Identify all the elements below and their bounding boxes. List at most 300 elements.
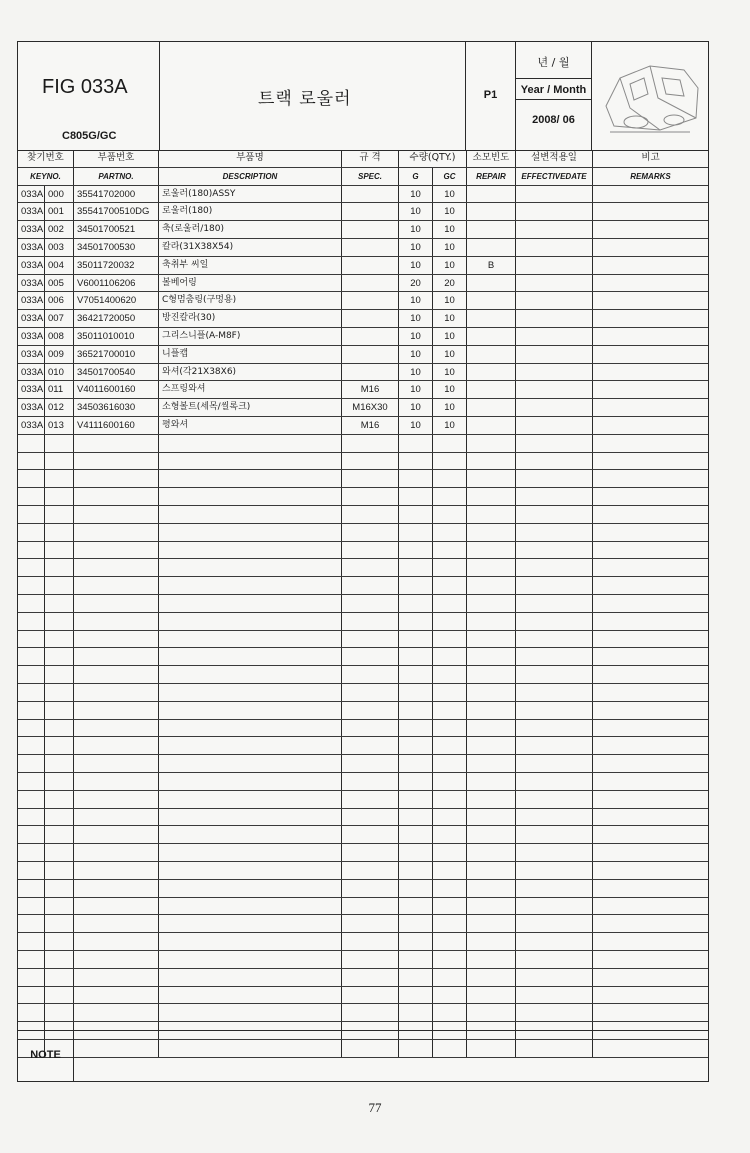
- table-cell-repair: [467, 737, 516, 754]
- table-cell-part: [74, 435, 159, 452]
- table-cell-part: [74, 862, 159, 879]
- table-row: [18, 933, 708, 951]
- table-cell-desc: 방진칼라(30): [159, 310, 342, 327]
- table-cell-desc: 축취부 씨일: [159, 257, 342, 274]
- table-cell-remarks: [593, 702, 708, 719]
- table-cell-desc: 소형볼트(세목/씰록크): [159, 399, 342, 416]
- table-cell-part: [74, 595, 159, 612]
- table-row: [18, 275, 708, 293]
- table-cell-fig: [18, 595, 45, 612]
- table-cell-key: [45, 506, 74, 523]
- table-cell-spec: [342, 577, 399, 594]
- table-cell-remarks: [593, 524, 708, 541]
- table-cell-fig: [18, 987, 45, 1004]
- table-cell-part: [74, 969, 159, 986]
- table-cell-part: [74, 720, 159, 737]
- table-cell-eff: [516, 844, 593, 861]
- table-cell-repair: [467, 702, 516, 719]
- table-cell-g: [399, 862, 433, 879]
- table-cell-gc: [433, 880, 467, 897]
- table-cell-gc: [433, 1004, 467, 1021]
- table-cell-gc: [433, 666, 467, 683]
- table-cell-gc: [433, 844, 467, 861]
- table-cell-part: [74, 737, 159, 754]
- table-cell-g: 10: [399, 186, 433, 203]
- table-cell-gc: 10: [433, 364, 467, 381]
- table-cell-gc: [433, 862, 467, 879]
- table-cell-gc: 10: [433, 328, 467, 345]
- table-cell-fig: [18, 542, 45, 559]
- table-cell-key: [45, 737, 74, 754]
- column-header-ko: 부품번호: [74, 150, 159, 167]
- table-cell-eff: [516, 915, 593, 932]
- table-cell-key: [45, 595, 74, 612]
- table-row: [18, 1004, 708, 1022]
- table-cell-repair: [467, 613, 516, 630]
- table-row: [18, 346, 708, 364]
- table-cell-part: [74, 826, 159, 843]
- table-cell-repair: [467, 987, 516, 1004]
- table-cell-eff: [516, 435, 593, 452]
- table-cell-part: [74, 613, 159, 630]
- table-cell-fig: 033A: [18, 257, 45, 274]
- model-code: C805G/GC: [62, 130, 117, 142]
- table-cell-g: [399, 755, 433, 772]
- table-cell-g: [399, 915, 433, 932]
- table-cell-g: [399, 595, 433, 612]
- table-row: [18, 684, 708, 702]
- table-cell-key: 005: [45, 275, 74, 292]
- table-cell-gc: 10: [433, 203, 467, 220]
- table-cell-remarks: [593, 488, 708, 505]
- table-cell-eff: [516, 773, 593, 790]
- table-cell-key: [45, 488, 74, 505]
- table-row: [18, 898, 708, 916]
- table-cell-repair: [467, 186, 516, 203]
- year-month-value: 2008/ 06: [532, 114, 575, 126]
- table-cell-key: [45, 577, 74, 594]
- table-cell-remarks: [593, 933, 708, 950]
- table-cell-repair: [467, 648, 516, 665]
- table-cell-gc: [433, 826, 467, 843]
- year-month-label-en: Year / Month: [516, 78, 591, 100]
- column-header-en: GC: [433, 168, 467, 185]
- column-header-ko: 규 격: [342, 150, 399, 167]
- table-cell-key: [45, 791, 74, 808]
- table-cell-g: [399, 702, 433, 719]
- table-cell-remarks: [593, 720, 708, 737]
- table-cell-key: 012: [45, 399, 74, 416]
- table-cell-desc: [159, 809, 342, 826]
- table-cell-desc: [159, 524, 342, 541]
- table-cell-desc: [159, 720, 342, 737]
- table-cell-eff: [516, 613, 593, 630]
- table-cell-desc: [159, 470, 342, 487]
- table-cell-fig: [18, 755, 45, 772]
- table-cell-part: 36421720050: [74, 310, 159, 327]
- table-cell-gc: [433, 915, 467, 932]
- table-cell-g: [399, 987, 433, 1004]
- table-cell-repair: [467, 417, 516, 434]
- table-cell-spec: M16: [342, 417, 399, 434]
- table-cell-eff: [516, 470, 593, 487]
- table-cell-key: [45, 915, 74, 932]
- table-cell-key: [45, 559, 74, 576]
- table-cell-fig: [18, 898, 45, 915]
- table-row: [18, 292, 708, 310]
- table-cell-g: [399, 951, 433, 968]
- table-cell-g: 10: [399, 310, 433, 327]
- table-cell-gc: 20: [433, 275, 467, 292]
- table-cell-part: 36521700010: [74, 346, 159, 363]
- table-cell-gc: [433, 737, 467, 754]
- table-cell-remarks: [593, 880, 708, 897]
- table-cell-spec: [342, 737, 399, 754]
- table-cell-eff: [516, 898, 593, 915]
- table-cell-key: [45, 862, 74, 879]
- table-cell-g: [399, 506, 433, 523]
- table-cell-part: 35011010010: [74, 328, 159, 345]
- table-cell-spec: [342, 506, 399, 523]
- table-cell-g: [399, 791, 433, 808]
- table-cell-fig: [18, 862, 45, 879]
- table-cell-g: [399, 969, 433, 986]
- table-cell-gc: 10: [433, 221, 467, 238]
- column-header-en: KEYNO.: [18, 168, 74, 185]
- table-cell-fig: [18, 577, 45, 594]
- table-cell-repair: [467, 755, 516, 772]
- table-cell-eff: [516, 488, 593, 505]
- table-cell-desc: [159, 506, 342, 523]
- table-cell-remarks: [593, 755, 708, 772]
- year-month-cell: [516, 42, 592, 150]
- table-cell-eff: [516, 524, 593, 541]
- column-header-en: REMARKS: [630, 171, 671, 181]
- table-cell-key: [45, 720, 74, 737]
- table-cell-spec: [342, 791, 399, 808]
- table-cell-fig: [18, 951, 45, 968]
- table-cell-eff: [516, 702, 593, 719]
- table-cell-remarks: [593, 559, 708, 576]
- table-cell-spec: [342, 203, 399, 220]
- table-cell-desc: C형멈춤링(구멍용): [159, 292, 342, 309]
- table-cell-g: [399, 844, 433, 861]
- table-cell-g: [399, 737, 433, 754]
- table-cell-desc: [159, 898, 342, 915]
- table-cell-gc: [433, 506, 467, 523]
- table-cell-g: 10: [399, 292, 433, 309]
- table-cell-part: [74, 648, 159, 665]
- table-cell-gc: [433, 613, 467, 630]
- table-cell-fig: [18, 631, 45, 648]
- table-cell-spec: M16X30: [342, 399, 399, 416]
- table-cell-part: V6001106206: [74, 275, 159, 292]
- table-cell-remarks: [593, 346, 708, 363]
- table-cell-desc: [159, 862, 342, 879]
- table-cell-remarks: [593, 310, 708, 327]
- table-cell-g: [399, 1004, 433, 1021]
- table-cell-spec: [342, 773, 399, 790]
- table-row: [18, 951, 708, 969]
- column-header-en: REPAIR: [467, 168, 516, 185]
- table-cell-g: [399, 488, 433, 505]
- table-row: [18, 755, 708, 773]
- table-cell-repair: [467, 292, 516, 309]
- table-row: [18, 969, 708, 987]
- table-cell-remarks: [593, 737, 708, 754]
- table-cell-g: [399, 720, 433, 737]
- table-cell-fig: [18, 915, 45, 932]
- table-cell-g: 10: [399, 346, 433, 363]
- table-cell-key: [45, 951, 74, 968]
- table-cell-desc: [159, 755, 342, 772]
- table-cell-key: [45, 933, 74, 950]
- table-cell-repair: [467, 506, 516, 523]
- table-cell-remarks: [593, 987, 708, 1004]
- table-cell-part: [74, 844, 159, 861]
- table-cell-desc: 로울러(180)ASSY: [159, 186, 342, 203]
- table-cell-repair: [467, 488, 516, 505]
- table-cell-eff: [516, 987, 593, 1004]
- table-cell-eff: [516, 506, 593, 523]
- table-cell-gc: [433, 648, 467, 665]
- table-cell-spec: M16: [342, 381, 399, 398]
- table-cell-part: V4011600160: [74, 381, 159, 398]
- table-cell-repair: [467, 880, 516, 897]
- table-cell-gc: 10: [433, 186, 467, 203]
- table-cell-eff: [516, 951, 593, 968]
- table-cell-desc: 볼베어링: [159, 275, 342, 292]
- table-cell-g: 20: [399, 275, 433, 292]
- table-row: [18, 826, 708, 844]
- table-cell-spec: [342, 826, 399, 843]
- table-cell-fig: [18, 844, 45, 861]
- table-cell-gc: [433, 791, 467, 808]
- header-row-ko: [18, 150, 708, 168]
- page-code: P1: [483, 89, 498, 101]
- table-cell-fig: 033A: [18, 292, 45, 309]
- table-cell-repair: [467, 364, 516, 381]
- table-cell-remarks: [593, 613, 708, 630]
- table-cell-fig: [18, 826, 45, 843]
- table-cell-desc: 로울러(180): [159, 203, 342, 220]
- table-cell-gc: 10: [433, 399, 467, 416]
- table-cell-part: [74, 702, 159, 719]
- table-cell-repair: [467, 933, 516, 950]
- table-cell-remarks: [593, 577, 708, 594]
- table-cell-desc: 그리스니플(A-M8F): [159, 328, 342, 345]
- table-cell-repair: [467, 631, 516, 648]
- table-cell-repair: [467, 595, 516, 612]
- table-cell-key: 013: [45, 417, 74, 434]
- table-cell-desc: [159, 844, 342, 861]
- table-cell-remarks: [593, 862, 708, 879]
- table-cell-desc: [159, 791, 342, 808]
- table-cell-spec: [342, 488, 399, 505]
- table-cell-key: [45, 435, 74, 452]
- table-cell-fig: [18, 933, 45, 950]
- table-cell-eff: [516, 328, 593, 345]
- table-cell-desc: [159, 933, 342, 950]
- table-cell-key: [45, 631, 74, 648]
- table-cell-g: [399, 577, 433, 594]
- table-cell-fig: [18, 969, 45, 986]
- table-cell-remarks: [593, 292, 708, 309]
- table-cell-spec: [342, 435, 399, 452]
- table-cell-part: [74, 631, 159, 648]
- table-cell-gc: [433, 951, 467, 968]
- table-cell-remarks: [593, 1004, 708, 1021]
- table-cell-g: [399, 435, 433, 452]
- table-cell-spec: [342, 898, 399, 915]
- table-cell-gc: 10: [433, 417, 467, 434]
- table-cell-desc: [159, 737, 342, 754]
- table-cell-remarks: [593, 364, 708, 381]
- table-cell-remarks: [593, 275, 708, 292]
- table-cell-remarks: [593, 257, 708, 274]
- table-cell-spec: [342, 648, 399, 665]
- table-cell-remarks: [593, 399, 708, 416]
- table-cell-spec: [342, 542, 399, 559]
- table-cell-desc: [159, 773, 342, 790]
- table-cell-part: V7051400620: [74, 292, 159, 309]
- table-cell-gc: 10: [433, 292, 467, 309]
- parts-list-sheet: [17, 41, 709, 1082]
- table-row: [18, 648, 708, 666]
- table-cell-part: [74, 791, 159, 808]
- table-cell-repair: [467, 328, 516, 345]
- table-row: [18, 453, 708, 471]
- table-cell-eff: [516, 559, 593, 576]
- table-cell-desc: [159, 880, 342, 897]
- table-cell-fig: [18, 435, 45, 452]
- table-cell-desc: [159, 702, 342, 719]
- table-cell-part: [74, 453, 159, 470]
- table-cell-spec: [342, 186, 399, 203]
- table-cell-desc: [159, 542, 342, 559]
- table-cell-fig: 033A: [18, 346, 45, 363]
- column-header-ko: 찾기번호: [18, 150, 74, 167]
- table-cell-key: 007: [45, 310, 74, 327]
- table-cell-eff: [516, 880, 593, 897]
- table-cell-g: [399, 666, 433, 683]
- table-cell-eff: [516, 542, 593, 559]
- table-cell-desc: [159, 969, 342, 986]
- table-cell-spec: [342, 310, 399, 327]
- table-cell-eff: [516, 826, 593, 843]
- table-row: [18, 203, 708, 221]
- table-cell-part: 34501700530: [74, 239, 159, 256]
- table-cell-remarks: [593, 595, 708, 612]
- table-cell-g: 10: [399, 221, 433, 238]
- table-cell-key: [45, 542, 74, 559]
- table-cell-spec: [342, 524, 399, 541]
- table-cell-key: 006: [45, 292, 74, 309]
- table-cell-fig: [18, 1004, 45, 1021]
- table-cell-key: 010: [45, 364, 74, 381]
- table-cell-repair: [467, 381, 516, 398]
- table-cell-repair: [467, 399, 516, 416]
- table-cell-spec: [342, 221, 399, 238]
- table-cell-key: [45, 826, 74, 843]
- table-cell-part: 35541700510DG: [74, 203, 159, 220]
- table-cell-g: 10: [399, 328, 433, 345]
- table-cell-remarks: [593, 381, 708, 398]
- table-row: [18, 435, 708, 453]
- table-cell-g: [399, 898, 433, 915]
- year-month-label-ko: 년 / 월: [537, 56, 570, 69]
- table-cell-repair: [467, 666, 516, 683]
- table-cell-eff: [516, 346, 593, 363]
- table-cell-gc: [433, 435, 467, 452]
- table-cell-key: [45, 524, 74, 541]
- table-cell-gc: [433, 684, 467, 701]
- table-cell-eff: [516, 595, 593, 612]
- table-cell-spec: [342, 275, 399, 292]
- table-cell-repair: [467, 791, 516, 808]
- title-cell: [160, 42, 466, 150]
- table-cell-key: [45, 1004, 74, 1021]
- table-cell-remarks: [593, 684, 708, 701]
- table-cell-fig: [18, 880, 45, 897]
- table-cell-key: 004: [45, 257, 74, 274]
- table-cell-remarks: [593, 898, 708, 915]
- table-cell-remarks: [593, 809, 708, 826]
- table-cell-desc: [159, 648, 342, 665]
- table-cell-g: 10: [399, 257, 433, 274]
- table-cell-g: [399, 809, 433, 826]
- machine-image-cell: [592, 42, 710, 150]
- table-cell-repair: [467, 239, 516, 256]
- table-cell-fig: 033A: [18, 239, 45, 256]
- table-cell-gc: [433, 755, 467, 772]
- table-cell-eff: [516, 399, 593, 416]
- table-cell-fig: [18, 648, 45, 665]
- table-cell-part: [74, 898, 159, 915]
- table-cell-key: [45, 648, 74, 665]
- table-cell-key: 002: [45, 221, 74, 238]
- table-cell-fig: [18, 488, 45, 505]
- table-row: [18, 844, 708, 862]
- table-cell-desc: [159, 1004, 342, 1021]
- table-cell-part: [74, 755, 159, 772]
- table-cell-desc: [159, 595, 342, 612]
- table-cell-eff: [516, 292, 593, 309]
- table-cell-fig: 033A: [18, 328, 45, 345]
- table-cell-spec: [342, 951, 399, 968]
- table-cell-gc: 10: [433, 257, 467, 274]
- table-cell-remarks: [593, 951, 708, 968]
- table-cell-repair: [467, 969, 516, 986]
- table-cell-fig: [18, 559, 45, 576]
- table-row: [18, 577, 708, 595]
- table-cell-spec: [342, 613, 399, 630]
- table-cell-eff: [516, 381, 593, 398]
- table-cell-desc: 칼라(31X38X54): [159, 239, 342, 256]
- table-cell-key: [45, 773, 74, 790]
- table-cell-remarks: [593, 542, 708, 559]
- table-cell-eff: [516, 720, 593, 737]
- table-cell-desc: [159, 488, 342, 505]
- table-cell-desc: [159, 826, 342, 843]
- table-cell-repair: [467, 203, 516, 220]
- table-cell-part: [74, 542, 159, 559]
- table-cell-fig: 033A: [18, 186, 45, 203]
- table-cell-repair: [467, 720, 516, 737]
- table-cell-spec: [342, 364, 399, 381]
- table-cell-part: [74, 809, 159, 826]
- table-cell-key: [45, 666, 74, 683]
